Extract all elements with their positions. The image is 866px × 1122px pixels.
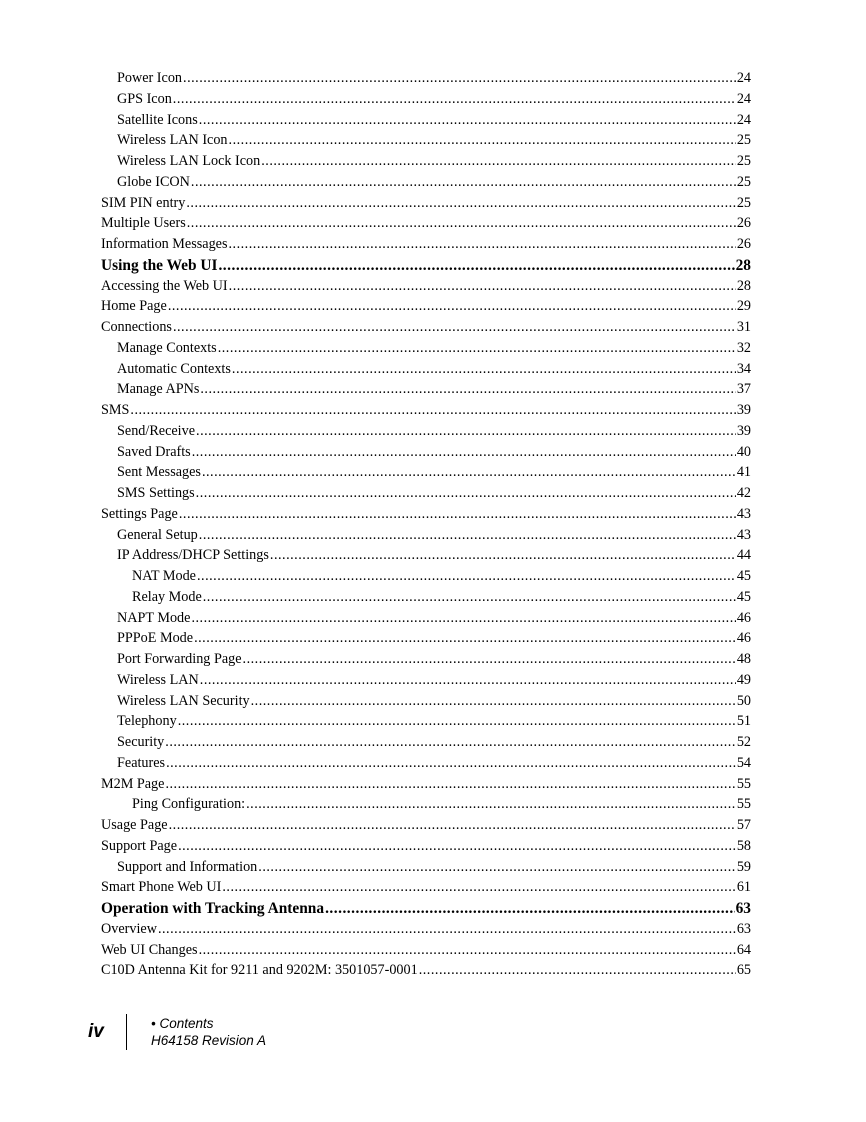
toc-entry[interactable] xyxy=(101,91,751,112)
toc-entry-title: Wireless LAN Lock Icon xyxy=(117,153,261,169)
toc-entry-title: Power Icon xyxy=(117,70,183,86)
toc-entry-page-number: 57 xyxy=(736,817,751,833)
toc-entry-page-number: 28 xyxy=(735,256,751,274)
toc-entry-title: Usage Page xyxy=(101,817,168,833)
toc-entry-title: SMS Settings xyxy=(117,485,195,501)
toc-entry[interactable] xyxy=(101,651,751,672)
toc-dot-leader xyxy=(270,547,736,564)
toc-entry[interactable] xyxy=(101,693,751,714)
toc-entry[interactable] xyxy=(101,838,751,859)
toc-entry-title: SMS xyxy=(101,402,130,418)
toc-entry-page-number: 45 xyxy=(736,568,751,584)
toc-dot-leader xyxy=(178,838,736,855)
toc-entry-title: General Setup xyxy=(117,526,198,543)
page-number: iv xyxy=(88,1021,104,1042)
toc-dot-leader xyxy=(228,236,735,253)
toc-entry[interactable] xyxy=(101,630,751,651)
toc-dot-leader xyxy=(325,900,735,918)
footer-section: • Contents xyxy=(151,1016,214,1031)
toc-entry-page-number: 55 xyxy=(736,775,751,792)
toc-dot-leader xyxy=(173,319,736,336)
toc-entry-page-number: 63 xyxy=(735,900,751,917)
toc-entry[interactable] xyxy=(101,381,751,402)
toc-entry-page-number: 59 xyxy=(736,858,751,875)
toc-entry-page-number: 25 xyxy=(736,173,751,190)
toc-chapter-entry[interactable] xyxy=(101,900,751,921)
footer-text-block xyxy=(151,1015,266,1049)
toc-entry-page-number: 52 xyxy=(736,734,751,750)
toc-entry-title: GPS Icon xyxy=(117,90,172,107)
toc-entry-page-number: 26 xyxy=(736,215,751,232)
toc-entry[interactable] xyxy=(101,153,751,174)
toc-entry[interactable] xyxy=(101,942,751,963)
toc-dot-leader xyxy=(200,672,736,689)
toc-entry-title: Wireless LAN Icon xyxy=(117,132,228,149)
toc-entry[interactable] xyxy=(101,713,751,734)
toc-entry[interactable] xyxy=(101,610,751,631)
toc-dot-leader xyxy=(186,195,735,212)
toc-entry[interactable] xyxy=(101,464,751,485)
toc-entry-page-number: 25 xyxy=(736,132,751,149)
toc-dot-leader xyxy=(197,568,736,585)
toc-entry-page-number: 28 xyxy=(736,277,751,294)
toc-dot-leader xyxy=(251,693,736,710)
toc-dot-leader xyxy=(165,776,735,793)
toc-entry-page-number: 24 xyxy=(736,70,751,86)
footer-doc-id: H64158 Revision A xyxy=(151,1033,267,1048)
toc-dot-leader xyxy=(258,859,736,876)
toc-entry-page-number: 48 xyxy=(736,651,751,667)
toc-entry-page-number: 43 xyxy=(736,526,751,543)
toc-entry-title: Manage APNs xyxy=(117,381,200,398)
toc-entry[interactable] xyxy=(101,672,751,693)
toc-dot-leader xyxy=(246,796,736,813)
toc-entry[interactable] xyxy=(101,962,751,983)
toc-dot-leader xyxy=(168,298,736,315)
toc-dot-leader xyxy=(196,423,736,440)
toc-entry-page-number: 54 xyxy=(736,754,751,771)
toc-dot-leader xyxy=(194,630,736,647)
toc-entry-page-number: 65 xyxy=(736,962,751,979)
toc-entry-title: Security xyxy=(117,734,165,750)
toc-entry-title: Information Messages xyxy=(101,236,228,252)
toc-entry-title: NAPT Mode xyxy=(117,609,191,626)
toc-entry-title: Smart Phone Web UI xyxy=(101,879,222,896)
toc-dot-leader xyxy=(191,174,736,191)
toc-entry-title: Wireless LAN Security xyxy=(117,692,250,709)
toc-dot-leader xyxy=(187,215,736,232)
toc-entry[interactable] xyxy=(101,132,751,153)
toc-entry-title: IP Address/DHCP Settings xyxy=(117,547,269,564)
toc-entry[interactable] xyxy=(101,879,751,900)
toc-entry-title: Home Page xyxy=(101,298,167,315)
toc-entry[interactable] xyxy=(101,236,751,257)
toc-entry-title: Automatic Contexts xyxy=(117,360,231,377)
toc-dot-leader xyxy=(166,755,736,772)
toc-dot-leader xyxy=(199,942,736,959)
toc-entry[interactable] xyxy=(101,402,751,423)
toc-entry[interactable] xyxy=(101,734,751,755)
toc-entry-page-number: 29 xyxy=(736,298,751,315)
toc-entry[interactable] xyxy=(101,527,751,548)
toc-dot-leader xyxy=(179,506,736,523)
toc-entry-title: Operation with Tracking Antenna xyxy=(101,900,325,917)
toc-entry-page-number: 44 xyxy=(736,547,751,564)
toc-dot-leader xyxy=(178,713,736,730)
toc-entry[interactable] xyxy=(101,547,751,568)
toc-entry[interactable] xyxy=(101,112,751,133)
toc-entry-page-number: 24 xyxy=(736,111,751,128)
toc-entry-title: Support and Information xyxy=(117,858,258,875)
toc-entry-title: Manage Contexts xyxy=(117,339,217,356)
toc-entry[interactable] xyxy=(101,195,751,216)
toc-entry[interactable] xyxy=(101,568,751,589)
toc-entry-title: PPPoE Mode xyxy=(117,630,194,647)
toc-entry-title: Accessing the Web UI xyxy=(101,277,228,294)
toc-entry[interactable] xyxy=(101,506,751,527)
toc-entry-title: SIM PIN entry xyxy=(101,194,186,211)
toc-chapter-entry[interactable] xyxy=(101,257,751,278)
toc-dot-leader xyxy=(203,589,736,606)
toc-entry-page-number: 63 xyxy=(736,920,751,937)
toc-entry[interactable] xyxy=(101,776,751,797)
toc-entry[interactable] xyxy=(101,278,751,299)
toc-entry-page-number: 55 xyxy=(736,796,751,813)
toc-entry-page-number: 39 xyxy=(736,402,751,418)
toc-entry-page-number: 25 xyxy=(736,153,751,169)
toc-entry-title: Features xyxy=(117,754,166,771)
toc-dot-leader xyxy=(222,879,735,896)
toc-dot-leader xyxy=(199,112,736,129)
toc-entry-title: C10D Antenna Kit for 9211 and 9202M: 3501057-0001 xyxy=(101,962,418,979)
toc-entry-title: Telephony xyxy=(117,713,177,730)
toc-entry-title: Port Forwarding Page xyxy=(117,651,242,667)
toc-dot-leader xyxy=(173,91,736,108)
toc-entry-page-number: 37 xyxy=(736,381,751,398)
page-footer xyxy=(88,1014,266,1050)
toc-entry-title: M2M Page xyxy=(101,775,165,792)
toc-entry-title: Sent Messages xyxy=(117,464,201,481)
toc-dot-leader xyxy=(232,361,736,378)
toc-entry[interactable] xyxy=(101,921,751,942)
toc-entry-title: Multiple Users xyxy=(101,215,186,232)
toc-entry-title: Wireless LAN xyxy=(117,671,199,688)
toc-entry-page-number: 31 xyxy=(736,319,751,335)
toc-entry-page-number: 58 xyxy=(736,837,751,854)
toc-entry-title: Globe ICON xyxy=(117,173,190,190)
toc-dot-leader xyxy=(419,962,736,979)
toc-dot-leader xyxy=(196,485,736,502)
toc-entry-page-number: 50 xyxy=(736,692,751,709)
toc-dot-leader xyxy=(218,340,736,357)
toc-entry-page-number: 51 xyxy=(736,713,751,730)
toc-entry-page-number: 46 xyxy=(736,630,751,647)
toc-entry-title: Support Page xyxy=(101,837,178,854)
toc-entry-title: Satellite Icons xyxy=(117,111,198,128)
toc-entry-page-number: 24 xyxy=(736,90,751,107)
toc-entry-page-number: 39 xyxy=(736,422,751,439)
toc-entry-title: Web UI Changes xyxy=(101,941,198,958)
toc-dot-leader xyxy=(200,381,735,398)
toc-entry[interactable] xyxy=(101,755,751,776)
toc-dot-leader xyxy=(130,402,735,419)
toc-entry[interactable] xyxy=(101,423,751,444)
toc-entry-title: Settings Page xyxy=(101,505,178,522)
toc-entry[interactable] xyxy=(101,444,751,465)
toc-entry[interactable] xyxy=(101,174,751,195)
toc-entry[interactable] xyxy=(101,485,751,506)
toc-dot-leader xyxy=(192,444,736,461)
toc-entry-title: Overview xyxy=(101,920,157,937)
toc-entry[interactable] xyxy=(101,859,751,880)
toc-dot-leader xyxy=(169,817,736,834)
toc-dot-leader xyxy=(191,610,735,627)
toc-entry-title: Saved Drafts xyxy=(117,443,191,460)
toc-dot-leader xyxy=(218,257,734,275)
toc-entry-title: Send/Receive xyxy=(117,422,196,439)
toc-dot-leader xyxy=(158,921,736,938)
toc-entry-page-number: 43 xyxy=(736,505,751,522)
toc-entry[interactable] xyxy=(101,215,751,236)
toc-dot-leader xyxy=(202,464,736,481)
toc-entry-page-number: 34 xyxy=(736,360,751,377)
toc-entry[interactable] xyxy=(101,361,751,382)
toc-entry-page-number: 41 xyxy=(736,464,751,481)
toc-dot-leader xyxy=(229,132,736,149)
table-of-contents xyxy=(101,70,751,983)
toc-entry-page-number: 61 xyxy=(736,879,751,896)
toc-dot-leader xyxy=(229,278,736,295)
footer-divider xyxy=(126,1014,127,1050)
toc-entry[interactable] xyxy=(101,298,751,319)
toc-dot-leader xyxy=(199,527,736,544)
toc-dot-leader xyxy=(165,734,736,751)
toc-entry-page-number: 46 xyxy=(736,609,751,626)
toc-entry-page-number: 49 xyxy=(736,671,751,688)
toc-entry[interactable] xyxy=(101,589,751,610)
toc-entry[interactable] xyxy=(101,340,751,361)
toc-entry-page-number: 42 xyxy=(736,485,751,501)
toc-entry-page-number: 26 xyxy=(736,236,751,252)
toc-entry-title: Relay Mode xyxy=(132,588,202,605)
toc-entry-page-number: 64 xyxy=(736,941,751,958)
toc-dot-leader xyxy=(183,70,736,87)
toc-dot-leader xyxy=(261,153,736,170)
toc-entry[interactable] xyxy=(101,817,751,838)
toc-entry[interactable] xyxy=(101,319,751,340)
toc-entry-page-number: 25 xyxy=(736,194,751,211)
toc-entry-page-number: 45 xyxy=(736,588,751,605)
toc-entry-page-number: 32 xyxy=(736,339,751,356)
toc-entry[interactable] xyxy=(101,70,751,91)
toc-entry-title: Ping Configuration: xyxy=(132,796,246,813)
toc-dot-leader xyxy=(243,651,736,668)
toc-entry-title: Using the Web UI xyxy=(101,256,218,274)
toc-entry-title: NAT Mode xyxy=(132,568,196,584)
toc-entry-title: Connections xyxy=(101,319,172,335)
toc-entry[interactable] xyxy=(101,796,751,817)
toc-entry-page-number: 40 xyxy=(736,443,751,460)
